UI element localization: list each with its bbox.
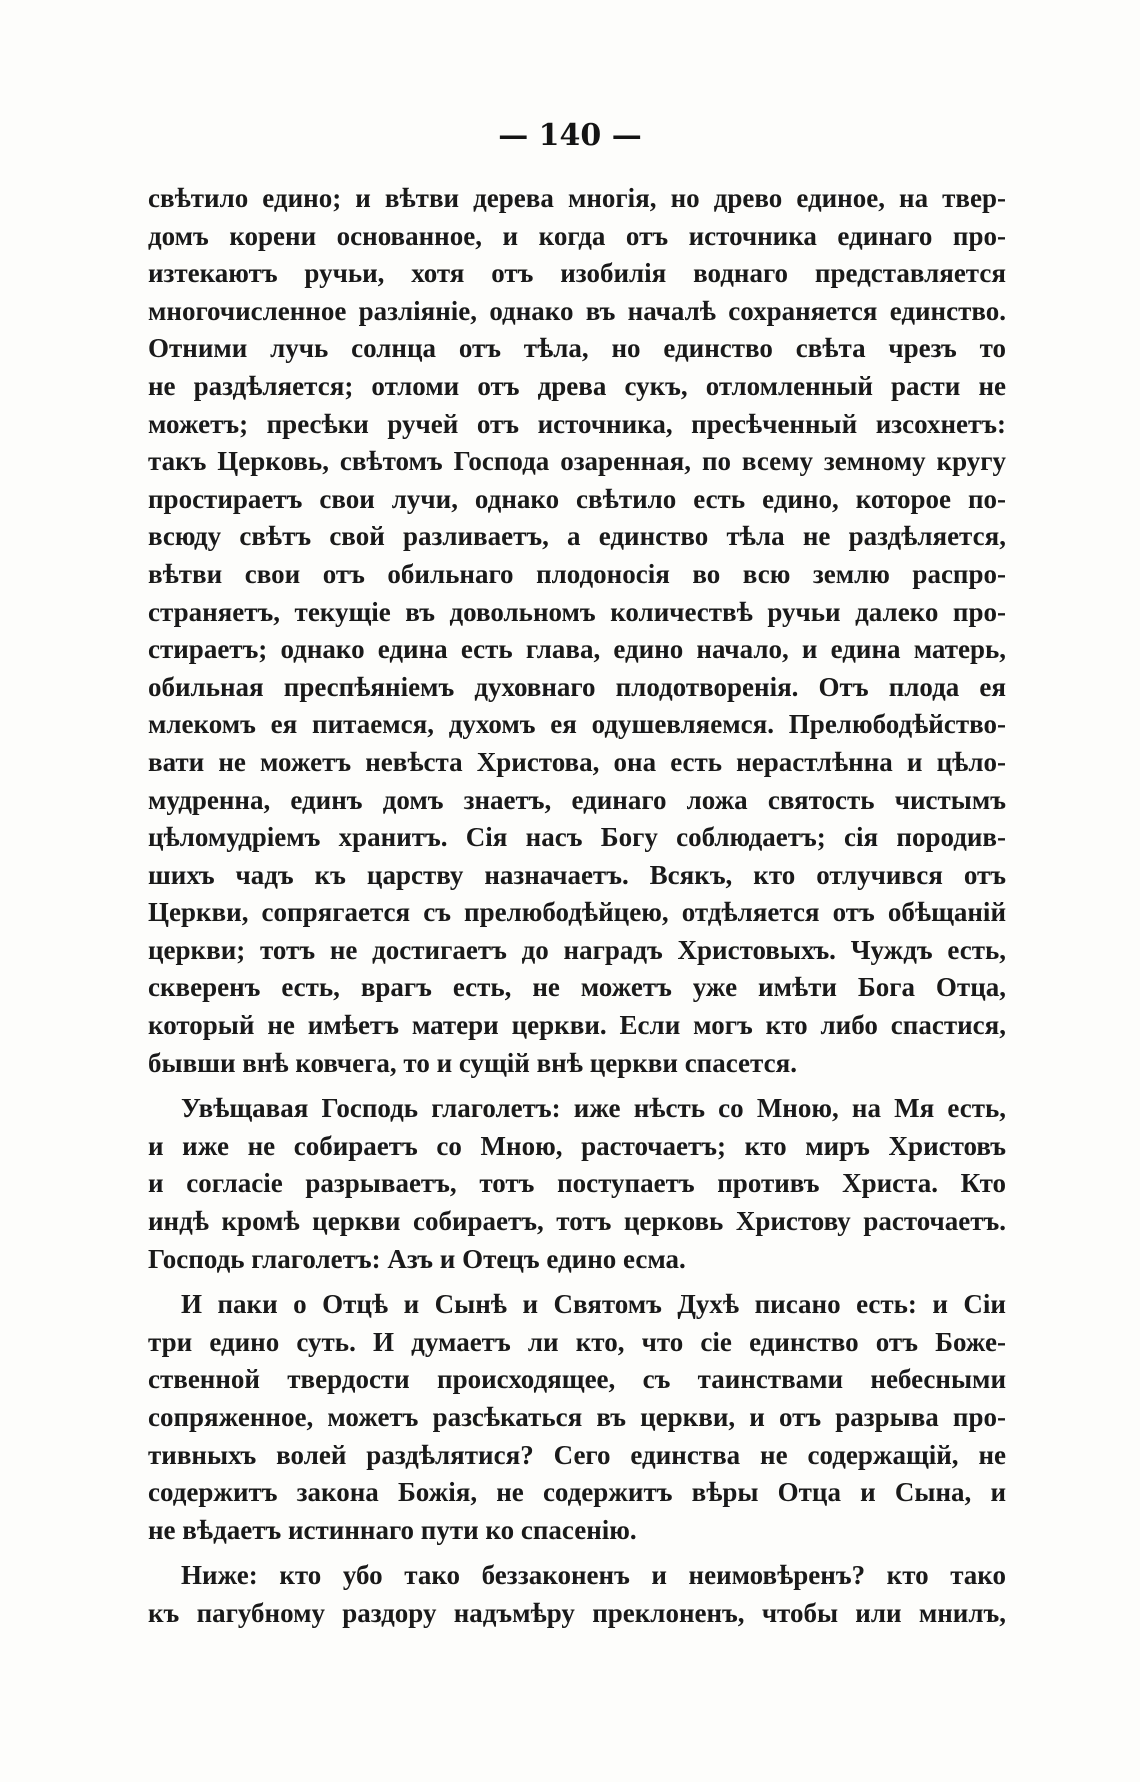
paragraph-gap xyxy=(148,1082,1006,1090)
text-line: индѣ кромѣ церкви собираетъ, тотъ церковь Христову расточаетъ. xyxy=(148,1206,1006,1237)
text-line: можетъ; пресѣки ручей отъ источника, пресѣченный изсохнетъ: xyxy=(148,408,1006,439)
text-line: ственной твердости происходящее, съ таинствами небесными xyxy=(148,1364,1006,1395)
text-line: не вѣдаетъ истиннаго пути ко спасенію. xyxy=(148,1514,637,1545)
text-line: всюду свѣтъ свой разливаетъ, а единство тѣла не раздѣляется, xyxy=(148,521,1006,552)
paragraph-2 xyxy=(148,1090,1006,1278)
text-line: такъ Церковь, свѣтомъ Господа озаренная, по всему земному кругу xyxy=(148,446,1006,477)
text-line: вати не можетъ невѣста Христова, она есть нерастлѣнна и цѣло- xyxy=(148,746,1006,777)
text-line: бывши внѣ ковчега, то и сущій внѣ церкви спасется. xyxy=(148,1047,797,1078)
text-line: Церкви, сопрягается съ прелюбодѣйцею, отдѣляется отъ обѣщаній xyxy=(148,897,1006,928)
page-number: — 140 — xyxy=(498,118,642,153)
text-line: вѣтви свои отъ обильнаго плодоносія во всю землю распро- xyxy=(148,558,1006,589)
text-line: тивныхъ волей раздѣлятися? Сего единства не содержащій, не xyxy=(148,1439,1006,1470)
text-line: страняетъ, текущіе въ довольномъ количествѣ ручьи далеко про- xyxy=(148,596,1006,627)
text-line: свѣтило едино; и вѣтви дерева многія, но древо единое, на твер- xyxy=(148,183,1006,213)
paragraph-gap xyxy=(148,1278,1006,1286)
text-line: и согласіе разрываетъ, тотъ поступаетъ противъ Христа. Кто xyxy=(148,1168,1006,1199)
text-line: цѣломудріемъ хранитъ. Сія насъ Богу соблюдаетъ; сія породив- xyxy=(148,822,1006,853)
text-line: простираетъ свои лучи, однако свѣтило есть едино, которое по- xyxy=(148,483,1006,514)
text-line: Ниже: кто убо тако беззаконенъ и неимовѣренъ? кто тако xyxy=(181,1560,1006,1591)
body-text xyxy=(148,180,1006,1633)
text-line: къ пагубному раздору надъмѣру преклоненъ, чтобы или мнилъ, xyxy=(148,1597,1006,1628)
text-line: не раздѣляется; отломи отъ древа сукъ, отломленный расти не xyxy=(148,370,1006,401)
text-line: Отними лучь солнца отъ тѣла, но единство свѣта чрезъ то xyxy=(148,333,1006,364)
text-line: и иже не собираетъ со Мною, расточаетъ; кто миръ Христовъ xyxy=(148,1130,1006,1161)
text-line: мудренна, единъ домъ знаетъ, единаго ложа святость чистымъ xyxy=(148,784,1006,815)
paragraph-4 xyxy=(148,1557,1006,1632)
text-line: изтекаютъ ручьи, хотя отъ изобилія воднаго представляется xyxy=(148,258,1006,289)
text-line: стираетъ; однако едина есть глава, едино начало, и едина матерь, xyxy=(148,634,1006,665)
paragraph-1 xyxy=(148,180,1006,1082)
paragraph-3 xyxy=(148,1286,1006,1549)
text-line: млекомъ ея питаемся, духомъ ея одушевляемся. Прелюбодѣйство- xyxy=(148,709,1006,740)
text-line: сопряженное, можетъ разсѣкаться въ церкви, и отъ разрыва про- xyxy=(148,1402,1006,1432)
text-line: который не имѣетъ матери церкви. Если могъ кто либо спастися, xyxy=(148,1010,1006,1041)
text-line: Увѣщавая Господь глаголетъ: иже нѣсть со Мною, на Мя есть, xyxy=(181,1093,1006,1124)
text-line: многочисленное разліяніе, однако въ началѣ сохраняется единство. xyxy=(148,295,1006,326)
text-line: шихъ чадъ къ царству назначаетъ. Всякъ, кто отлучився отъ xyxy=(148,859,1006,890)
text-line: Господь глаголетъ: Азъ и Отецъ едино есма. xyxy=(148,1243,686,1274)
text-line: домъ корени основанное, и когда отъ источника единаго про- xyxy=(148,220,1006,251)
text-line: И паки о Отцѣ и Сынѣ и Святомъ Духѣ писано есть: и Сіи xyxy=(181,1289,1006,1320)
text-line: церкви; тотъ не достигаетъ до наградъ Христовыхъ. Чуждъ есть, xyxy=(148,934,1006,965)
text-line: обильная преспѣяніемъ духовнаго плодотворенія. Отъ плода ея xyxy=(148,671,1006,702)
text-line: содержитъ закона Божія, не содержитъ вѣры Отца и Сына, и xyxy=(148,1477,1006,1508)
paragraph-gap xyxy=(148,1549,1006,1557)
text-line: три едино суть. И думаетъ ли кто, что сіе единство отъ Боже- xyxy=(148,1326,1006,1357)
text-line: скверенъ есть, врагъ есть, не можетъ уже имѣти Бога Отца, xyxy=(148,972,1006,1003)
